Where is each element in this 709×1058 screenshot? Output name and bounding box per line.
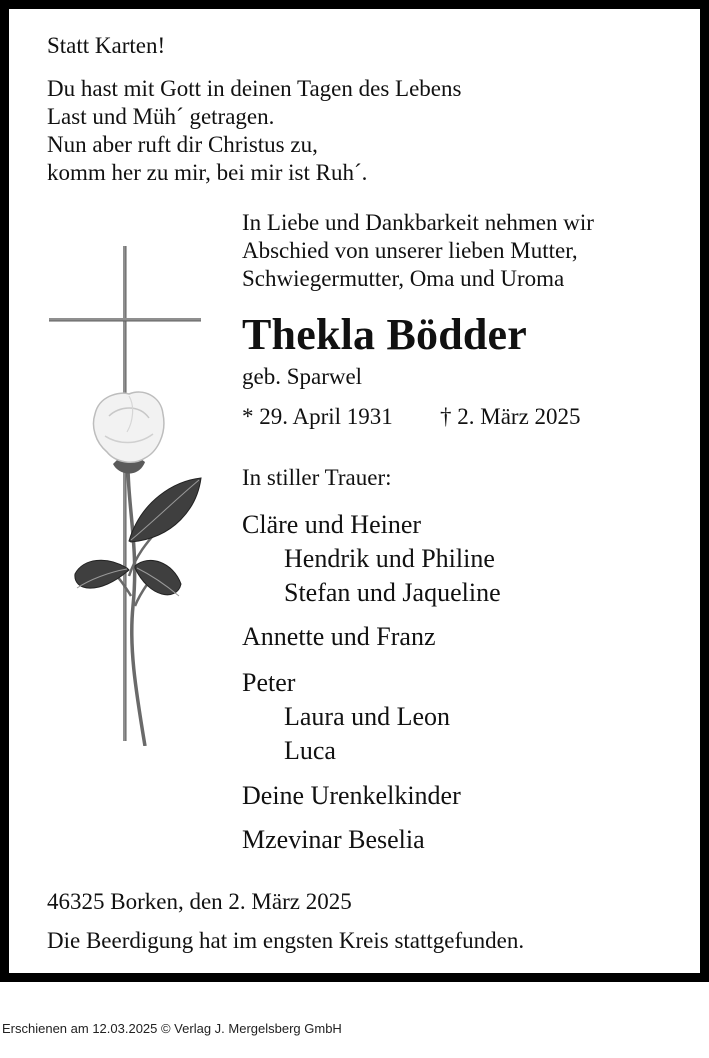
mourning-heading: In stiller Trauer: — [242, 465, 392, 490]
mourner-child: Laura und Leon — [284, 702, 451, 731]
farewell-line: Schwiegermutter, Oma und Uroma — [242, 266, 565, 291]
cross-rose-illustration — [49, 246, 209, 746]
place-date: 46325 Borken, den 2. März 2025 — [47, 889, 352, 914]
mourner-group: Annette und Franz — [242, 622, 436, 651]
salutation: Statt Karten! — [47, 33, 166, 58]
mourner-group: Peter — [242, 668, 296, 697]
mourner-group: Cläre und Heiner — [242, 510, 422, 539]
mourner-child: Hendrik und Philine — [284, 544, 495, 573]
funeral-note: Die Beerdigung hat im engsten Kreis stattgefunden. — [47, 928, 525, 953]
poem-line: Last und Müh´ getragen. — [47, 104, 275, 129]
death-date: † 2. März 2025 — [440, 404, 581, 429]
rose-icon — [75, 392, 201, 746]
birth-date: * 29. April 1931 — [242, 404, 393, 429]
publication-credit: Erschienen am 12.03.2025 © Verlag J. Mergelsberg GmbH — [2, 1021, 342, 1036]
farewell-line: In Liebe und Dankbarkeit nehmen wir — [242, 210, 594, 235]
deceased-name: Thekla Bödder — [242, 310, 527, 359]
birth-name: geb. Sparwel — [242, 364, 363, 389]
mourner-child: Stefan und Jaqueline — [284, 578, 501, 607]
farewell-line: Abschied von unserer lieben Mutter, — [242, 238, 578, 263]
poem-line: komm her zu mir, bei mir ist Ruh´. — [47, 160, 368, 185]
mourner-group: Mzevinar Beselia — [242, 825, 425, 854]
mourner-group: Deine Urenkelkinder — [242, 781, 461, 810]
poem-line: Du hast mit Gott in deinen Tagen des Lebens — [47, 76, 462, 101]
mourner-child: Luca — [284, 736, 336, 765]
poem-line: Nun aber ruft dir Christus zu, — [47, 132, 318, 157]
notice-paper — [9, 9, 700, 973]
